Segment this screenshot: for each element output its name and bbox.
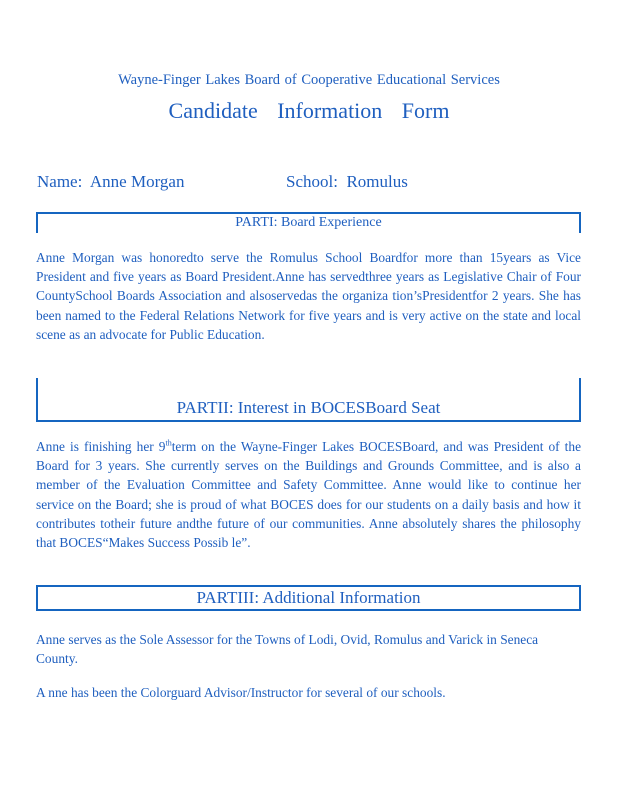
part3-paragraph-1: Anne serves as the Sole Assessor for the Towns of Lodi, Ovid, Romulus and Varick in Seneca County. [36,632,539,667]
part3-paragraph-2: A nne has been the Colorguard Advisor/Instructor for several of our schools. [36,685,446,700]
school-value: Romulus [346,172,408,191]
part2-heading-box [36,378,581,422]
part1-body: Anne Morgan was honoredto serve the Romulus School Boardfor more than 15years as Vice President and five years as Board President.Anne has servedthree years as Legislative Chair of Four CountySchool Boards Association and alsoservedas the organiza tion’sPresidentfor 2 years. She has been named to the Federal Relations Network for five years and is very active on the state and local scene as an advocate for Public Education. [36,250,581,342]
part2-body-rest: term on the Wayne-Finger Lakes BOCESBoard, and was President of the Board for 3 years. She currently serves on the Buildings and Grounds Committee, and is also a member of the Evaluation Committee and Safety Committee. Anne would like to continue her service on the Board; she is proud of what BOCES does for our students on a daily basis and how it contributes totheir future andthe future of our communities. Anne absolutely shares the philosophy that BOCES“Makes Success Possib le”. [36,439,582,551]
ordinal-suffix: th [165,438,172,448]
name-value: Anne Morgan [89,172,185,191]
organization-name: Wayne-Finger Lakes Board of Cooperative Educational Services [118,72,500,88]
name-label: Name: [37,172,83,191]
candidate-name-field [37,172,184,192]
part1-heading: PARTI: Board Experience [235,215,382,230]
part3-heading: PARTIII: Additional Information [196,588,421,607]
part2-heading: PARTII: Interest in BOCESBoard Seat [176,398,441,417]
part3-heading-box [36,585,581,611]
part2-body-start: Anne is finishing her 9 [36,439,166,454]
part2-body [36,437,581,552]
candidate-school-field [286,172,408,192]
school-label: School: [286,172,338,191]
part1-heading-box [36,212,581,233]
form-title: Candidate Information Form [168,98,450,123]
